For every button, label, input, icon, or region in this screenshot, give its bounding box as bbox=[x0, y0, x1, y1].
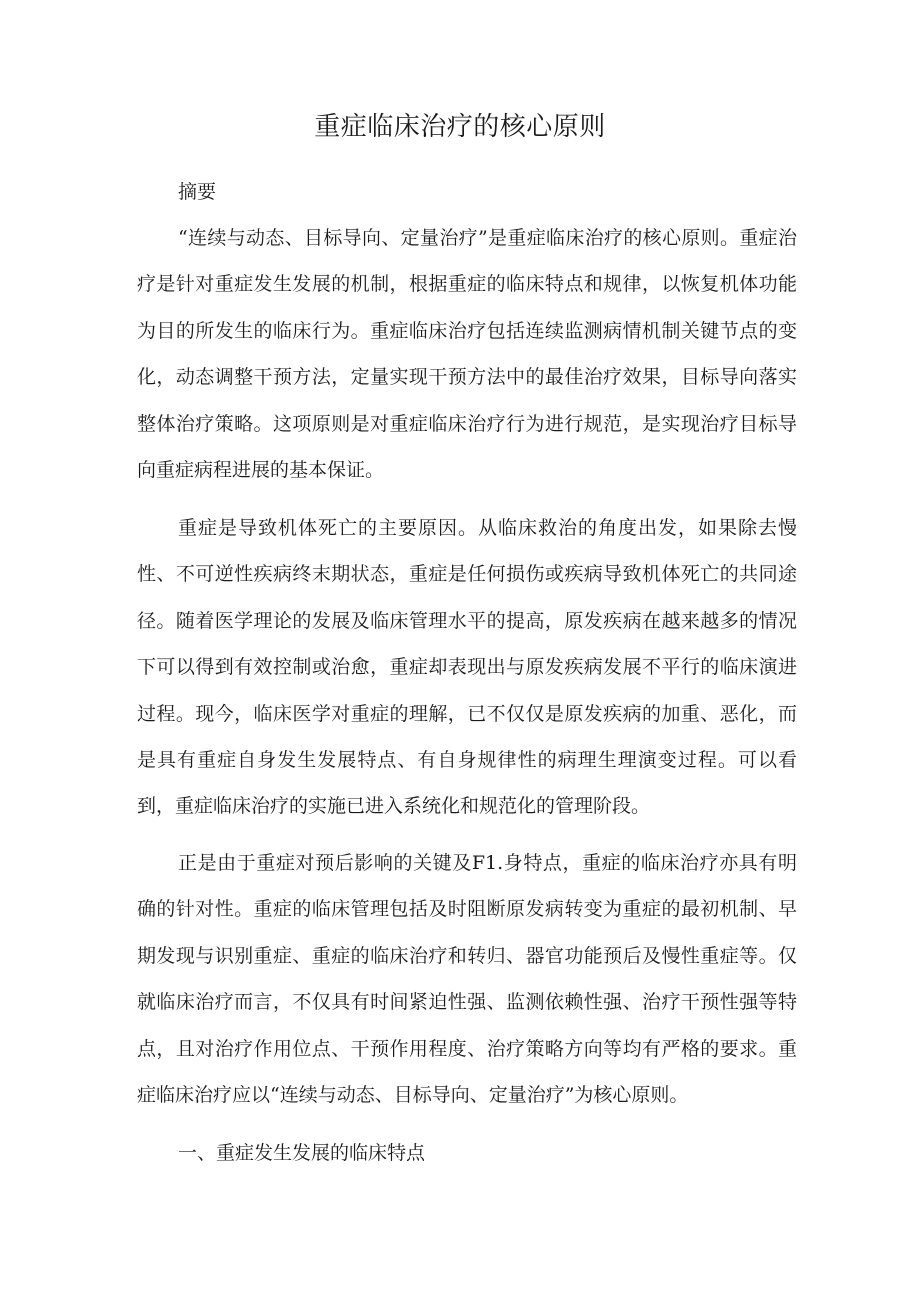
abstract-heading: 摘要 bbox=[178, 181, 217, 203]
paragraph-1: “连续与动态、目标导向、定量治疗”是重症临床治疗的核心原则。重症治疗是针对重症发生发展的机制，根据重症的临床特点和规律，以恢复机体功能为目的所发生的临床行为。重症临床治疗包括连续监测病情机制关键节点的变化，动态调整干预方法，定量实现干预方法中的最佳治疗效果，目标导向落实整体治疗策略。这项原则是对重症临床治疗行为进行规范，是实现治疗目标导向重症病程进展的基本保证。 bbox=[137, 227, 797, 482]
paragraph-3: 正是由于重症对预后影响的关键及F1.身特点，重症的临床治疗亦具有明确的针对性。重症的临床管理包括及时阻断原发病转变为重症的最初机制、早期发现与识别重症、重症的临床治疗和转归、器官功能预后及慢性重症等。仅就临床治疗而言，不仅具有时间紧迫性强、监测依赖性强、治疗干预性强等特点，且对治疗作用位点、干预作用程度、治疗策略方向等均有严格的要求。重症临床治疗应以“连续与动态、目标导向、定量治疗”为核心原则。 bbox=[137, 852, 797, 1107]
document-title: 重症临床治疗的核心原则 bbox=[314, 112, 606, 142]
section-heading: 一、重症发生发展的临床特点 bbox=[178, 1142, 426, 1164]
paragraph-2: 重症是导致机体死亡的主要原因。从临床救治的角度出发，如果除去慢性、不可逆性疾病终末期状态，重症是任何损伤或疾病导致机体死亡的共同途径。随着医学理论的发展及临床管理水平的提高，原发疾病在越来越多的情况下可以得到有效控制或治愈，重症却表现出与原发疾病发展不平行的临床演进过程。现今，临床医学对重症的理解，已不仅仅是原发疾病的加重、恶化，而是具有重症自身发生发展特点、有自身规律性的病理生理演变过程。可以看到，重症临床治疗的实施已进入系统化和规范化的管理阶段。 bbox=[137, 517, 797, 818]
